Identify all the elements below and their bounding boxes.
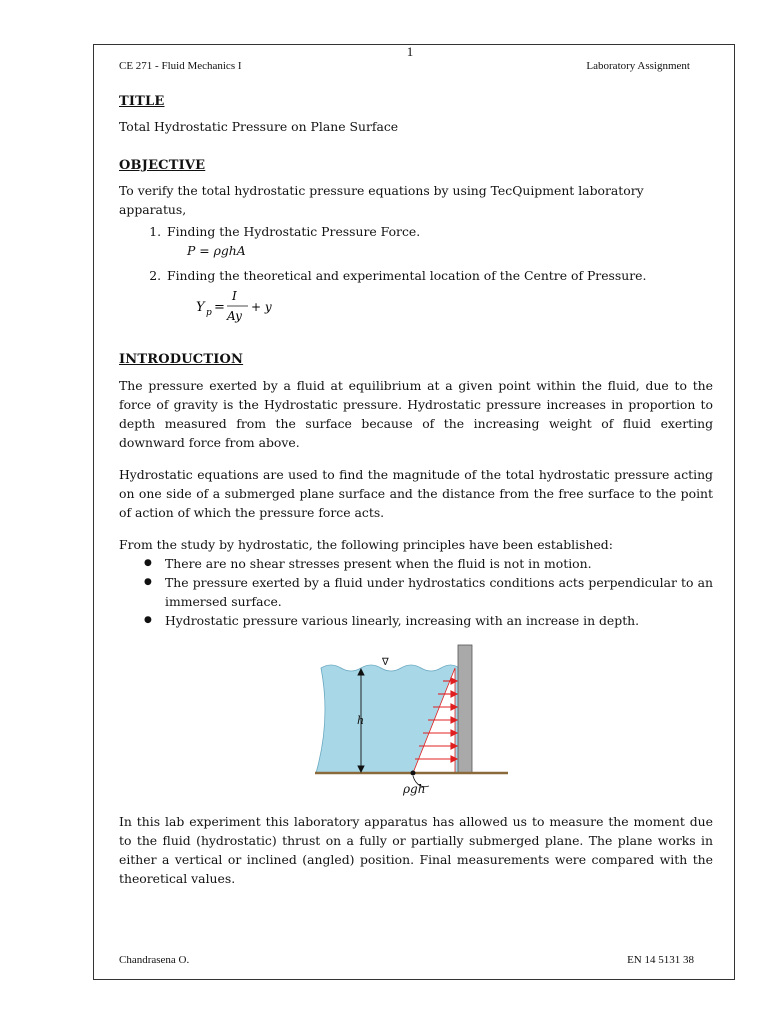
centre-of-pressure-equation — [196, 287, 713, 325]
principles-list — [119, 554, 713, 630]
closing-section — [119, 812, 713, 888]
eq-numerator: I — [232, 289, 237, 303]
hydrostatic-pressure-figure — [313, 640, 513, 800]
objective-item-1: Finding the Hydrostatic Pressure Force. — [167, 224, 421, 239]
introduction-heading: INTRODUCTION — [119, 352, 244, 367]
intro-paragraph-3: From the study by hydrostatic, the following principles have been established: — [119, 537, 613, 552]
header-course: CE 271 - Fluid Mechanics I — [119, 60, 242, 72]
equation-graphic — [196, 287, 316, 325]
eq-lhs: Y — [196, 300, 205, 315]
base-point — [411, 771, 416, 776]
document-body — [119, 92, 713, 630]
objective-item-2: Finding the theoretical and experimental location of the Centre of Pressure. — [167, 268, 647, 283]
eq-rest: + y — [251, 300, 272, 314]
footer-student-id: EN 14 5131 38 — [627, 954, 694, 966]
footer-author: Chandrasena O. — [119, 954, 190, 966]
eq-equals: = — [214, 300, 225, 315]
vertical-wall — [458, 645, 472, 773]
eq-subscript: p — [206, 308, 212, 318]
title-heading: TITLE — [119, 94, 165, 109]
header-assignment-type: Laboratory Assignment — [586, 60, 690, 72]
title-text: Total Hydrostatic Pressure on Plane Surface — [119, 119, 399, 134]
base-pressure-label: ρgh — [403, 782, 426, 796]
page-number: 1 — [406, 44, 414, 59]
list-item: ● Hydrostatic pressure various linearly, increasing with an increase in depth. — [165, 611, 713, 630]
list-item: ● The pressure exerted by a fluid under hydrostatics conditions acts perpendicular to an immersed surface. — [165, 573, 713, 611]
list-item: ● There are no shear stresses present when the fluid is not in motion. — [165, 554, 713, 573]
depth-label: h — [357, 714, 365, 727]
list-item — [165, 222, 713, 260]
objective-intro: To verify the total hydrostatic pressure equations by using TecQuipment laboratory apparatus, — [119, 183, 644, 217]
objective-list — [119, 222, 713, 325]
intro-paragraph-2: Hydrostatic equations are used to find the magnitude of the total hydrostatic pressure acting on one side of a submerged plane surface and the distance from the free surface to the point of action of which the pressure force acts. — [119, 467, 713, 520]
objective-heading: OBJECTIVE — [119, 158, 206, 173]
intro-paragraph-1: The pressure exerted by a fluid at equilibrium at a given point within the fluid, due to the force of gravity is the Hydrostatic pressure. Hydrostatic pressure increases in proportion to depth measured from the surface because of the increasing weight of fluid exerting downward force from above. — [119, 378, 713, 450]
intro-paragraph-4: In this lab experiment this laboratory apparatus has allowed us to measure the moment due to the fluid (hydrostatic) thrust on a fully or partially submerged plane. The plane works in either a vertical or inclined (angled) position. Final measurements were compared with the theoretical values. — [119, 814, 713, 886]
eq-denominator: Ay — [227, 309, 242, 323]
pressure-force-equation: P = ρghA — [187, 243, 246, 258]
list-item — [165, 266, 713, 325]
free-surface-symbol: ∇ — [382, 657, 389, 668]
